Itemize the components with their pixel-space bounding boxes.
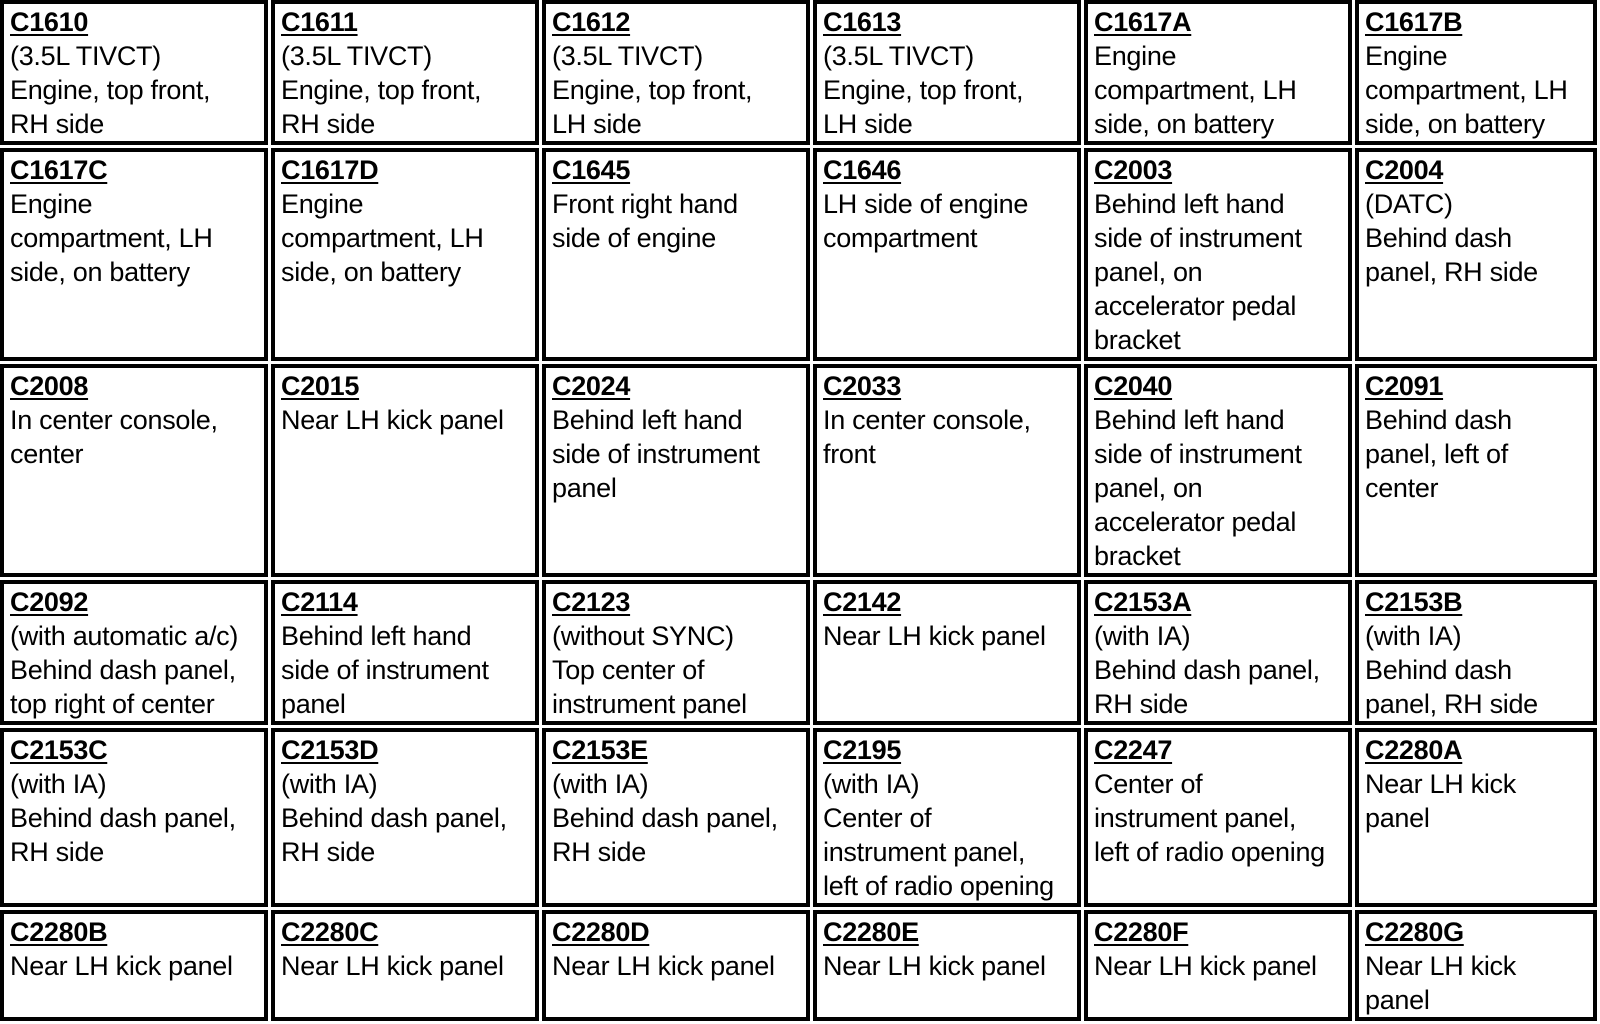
connector-code: C2033 — [823, 371, 902, 401]
connector-code: C1613 — [823, 7, 902, 37]
table-cell — [271, 728, 539, 907]
table-cell — [271, 364, 539, 577]
table-cell — [1084, 580, 1352, 725]
connector-code: C2153C — [10, 735, 108, 765]
table-cell — [271, 910, 539, 1021]
table-cell — [813, 148, 1081, 361]
table-cell — [1355, 580, 1597, 725]
connector-code: C2280E — [823, 917, 919, 947]
connector-code: C2123 — [552, 587, 631, 617]
table-cell — [542, 364, 810, 577]
connector-location: (3.5L TIVCT) Engine, top front, RH side — [281, 41, 482, 139]
table-cell — [542, 728, 810, 907]
table-cell — [1355, 728, 1597, 907]
connector-location: (DATC) Behind dash panel, RH side — [1365, 189, 1538, 287]
connector-code: C1617A — [1094, 7, 1192, 37]
connector-location: In center console, center — [10, 405, 218, 469]
table-cell — [1084, 148, 1352, 361]
connector-location: (with IA) Behind dash panel, RH side — [281, 769, 507, 867]
connector-code: C2142 — [823, 587, 902, 617]
connector-code: C2195 — [823, 735, 902, 765]
connector-location: (with IA) Behind dash panel, RH side — [10, 769, 236, 867]
connector-location: (3.5L TIVCT) Engine, top front, LH side — [823, 41, 1024, 139]
connector-location: Behind left hand side of instrument panel — [281, 621, 489, 719]
table-cell — [0, 364, 268, 577]
connector-code: C2280G — [1365, 917, 1464, 947]
table-cell — [271, 148, 539, 361]
connector-code: C1617D — [281, 155, 379, 185]
connector-code: C1611 — [281, 7, 358, 37]
connector-code: C2153E — [552, 735, 648, 765]
connector-code: C2114 — [281, 587, 358, 617]
connector-location: Near LH kick panel — [1365, 951, 1516, 1015]
connector-code: C2153B — [1365, 587, 1463, 617]
connector-code: C2003 — [1094, 155, 1173, 185]
connector-code: C2280C — [281, 917, 379, 947]
connector-location: Near LH kick panel — [1365, 769, 1516, 833]
table-cell — [1084, 728, 1352, 907]
connector-location: Engine compartment, LH side, on battery — [281, 189, 484, 287]
connector-location: (3.5L TIVCT) Engine, top front, LH side — [552, 41, 753, 139]
table-cell — [542, 0, 810, 145]
connector-code: C1617B — [1365, 7, 1463, 37]
connector-location: (with IA) Behind dash panel, RH side — [1094, 621, 1320, 719]
connector-location: Near LH kick panel — [823, 621, 1046, 651]
connector-code: C2092 — [10, 587, 89, 617]
connector-code: C2004 — [1365, 155, 1444, 185]
connector-code: C2280B — [10, 917, 108, 947]
table-cell — [813, 910, 1081, 1021]
connector-location: (with automatic a/c) Behind dash panel, top right of center — [10, 621, 239, 719]
connector-code: C2280F — [1094, 917, 1189, 947]
connector-code: C2247 — [1094, 735, 1173, 765]
connector-location: Behind left hand side of instrument panel, on accelerator pedal bracket — [1094, 405, 1302, 571]
connector-code: C1645 — [552, 155, 631, 185]
table-cell — [0, 580, 268, 725]
table-cell — [0, 910, 268, 1021]
connector-code: C2280A — [1365, 735, 1463, 765]
table-cell — [1084, 910, 1352, 1021]
connector-location: Near LH kick panel — [10, 951, 233, 981]
connector-code: C2280D — [552, 917, 650, 947]
connector-location: Front right hand side of engine — [552, 189, 738, 253]
connector-location: (without SYNC) Top center of instrument panel — [552, 621, 747, 719]
table-cell — [0, 0, 268, 145]
table-cell — [1355, 910, 1597, 1021]
connector-location: (with IA) Center of instrument panel, left of radio opening — [823, 769, 1054, 901]
connector-code: C2015 — [281, 371, 360, 401]
connector-location: (with IA) Behind dash panel, RH side — [552, 769, 778, 867]
connector-code: C2040 — [1094, 371, 1173, 401]
table-cell — [1355, 364, 1597, 577]
connector-location: (3.5L TIVCT) Engine, top front, RH side — [10, 41, 211, 139]
table-cell — [1355, 0, 1597, 145]
connector-code: C2153A — [1094, 587, 1192, 617]
connector-location: Behind dash panel, left of center — [1365, 405, 1512, 503]
table-cell — [1355, 148, 1597, 361]
connector-location: Near LH kick panel — [1094, 951, 1317, 981]
table-cell — [813, 0, 1081, 145]
table-cell — [271, 0, 539, 145]
connector-location: Behind left hand side of instrument panel, on accelerator pedal bracket — [1094, 189, 1302, 355]
connector-location: In center console, front — [823, 405, 1031, 469]
connector-location: Behind left hand side of instrument panel — [552, 405, 760, 503]
connector-location: LH side of engine compartment — [823, 189, 1029, 253]
connector-code: C2091 — [1365, 371, 1444, 401]
connector-location: (with IA) Behind dash panel, RH side — [1365, 621, 1538, 719]
connector-code: C1610 — [10, 7, 89, 37]
table-cell — [542, 580, 810, 725]
table-cell — [813, 364, 1081, 577]
connector-location: Engine compartment, LH side, on battery — [1094, 41, 1297, 139]
table-cell — [542, 148, 810, 361]
connector-code: C1612 — [552, 7, 631, 37]
connector-location: Near LH kick panel — [281, 951, 504, 981]
connector-location: Engine compartment, LH side, on battery — [1365, 41, 1568, 139]
table-cell — [542, 910, 810, 1021]
table-cell — [813, 728, 1081, 907]
connector-location: Engine compartment, LH side, on battery — [10, 189, 213, 287]
connector-code: C2024 — [552, 371, 631, 401]
table-cell — [0, 728, 268, 907]
table-cell — [1084, 0, 1352, 145]
connector-location: Near LH kick panel — [823, 951, 1046, 981]
table-cell — [0, 148, 268, 361]
table-cell — [271, 580, 539, 725]
connector-code: C1617C — [10, 155, 108, 185]
connector-location: Near LH kick panel — [552, 951, 775, 981]
table-cell — [813, 580, 1081, 725]
connector-code: C1646 — [823, 155, 902, 185]
connector-code: C2008 — [10, 371, 89, 401]
table-cell — [1084, 364, 1352, 577]
connector-location: Center of instrument panel, left of radio opening — [1094, 769, 1325, 867]
connector-code: C2153D — [281, 735, 379, 765]
connector-location: Near LH kick panel — [281, 405, 504, 435]
